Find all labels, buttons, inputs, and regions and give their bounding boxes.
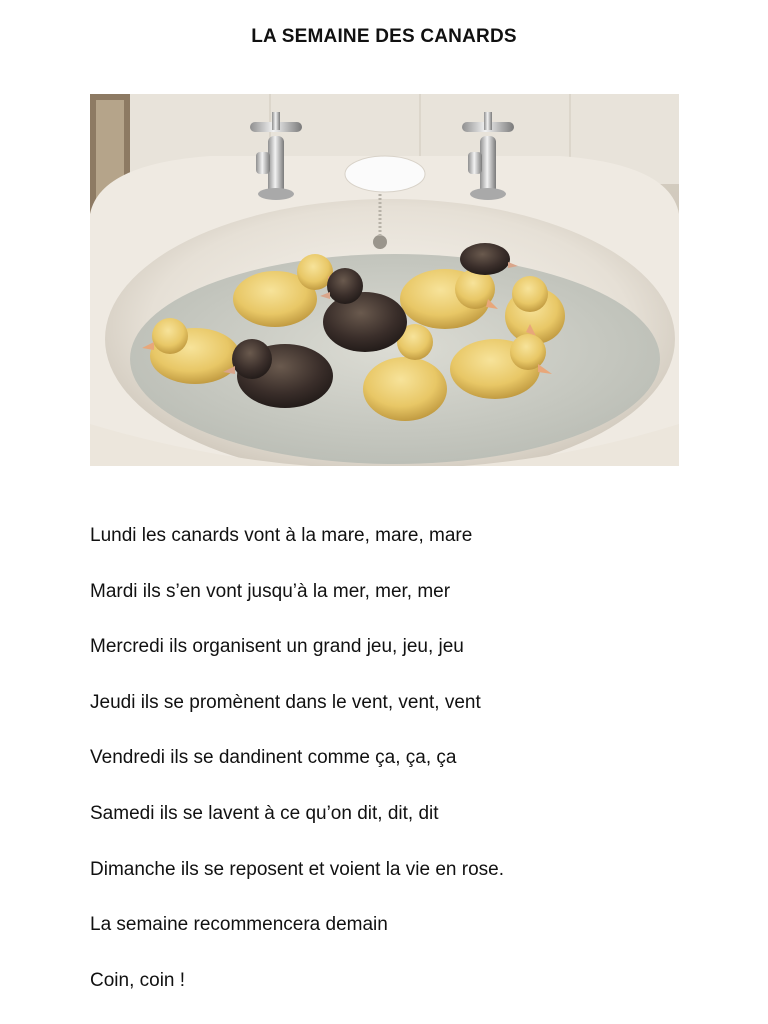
page-title: LA SEMAINE DES CANARDS	[251, 26, 517, 47]
poem-line: Lundi les canards vont à la mare, mare, mare	[90, 525, 473, 546]
poem-line: Dimanche ils se reposent et voient la vie en rose.	[90, 858, 504, 880]
poem-line: Mercredi ils organisent un grand jeu, jeu, jeu	[90, 636, 464, 658]
poem-line: Jeudi ils se promènent dans le vent, vent, vent	[90, 691, 481, 713]
ducklings-in-sink-photo	[90, 94, 679, 466]
poem-line: Samedi ils se lavent à ce qu’on dit, dit, dit	[90, 802, 439, 824]
poem-line: Coin, coin !	[90, 969, 186, 991]
poem-line: Mardi ils s’en vont jusqu’à la mer, mer, mer	[90, 580, 451, 602]
poem	[90, 523, 730, 1023]
poem-line: Vendredi ils se dandinent comme ça, ça, ça	[90, 747, 457, 769]
poem-line: La semaine recommencera demain	[90, 914, 388, 936]
